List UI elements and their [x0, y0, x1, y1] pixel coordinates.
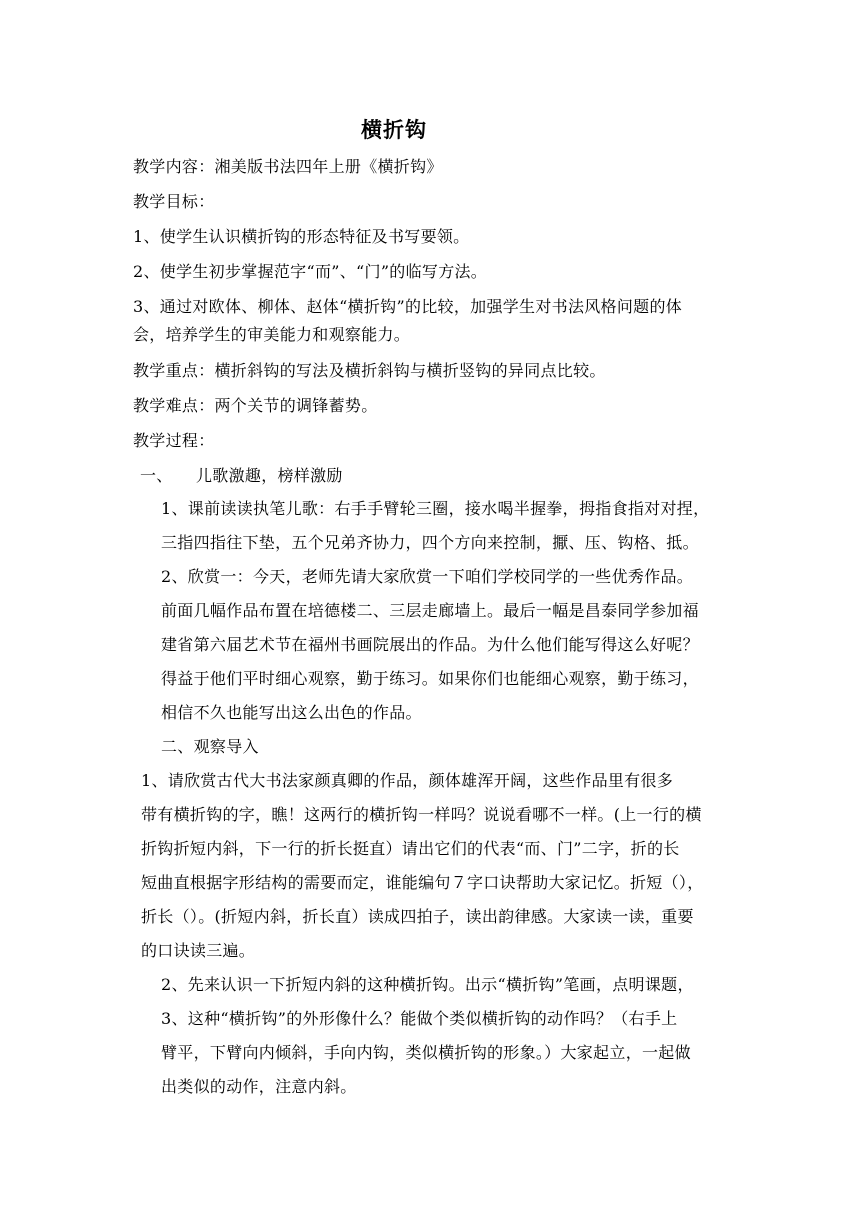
section-2-line: 2、先来认识一下折短内斜的这种横折钩。出示“横折钩”笔画，点明课题， — [161, 975, 694, 994]
section-1-heading — [140, 466, 343, 486]
section-2-line: 折钩折短内斜，下一行的折长挺直）请出它们的代表“而、门”二字，折的长 — [141, 839, 680, 858]
goal-item: 1、使学生认识横折钩的形态特征及书写要领。 — [133, 227, 470, 246]
teaching-content: 教学内容：湘美版书法四年上册《横折钩》 — [133, 157, 443, 176]
goal-item: 会，培养学生的审美能力和观察能力。 — [133, 325, 411, 344]
section-1-number: 一、 — [140, 466, 173, 485]
teaching-goals-label: 教学目标： — [133, 192, 215, 211]
section-1-line: 相信不久也能写出这么出色的作品。 — [161, 703, 422, 722]
difficulty: 教学难点：两个关节的调锋蓄势。 — [133, 396, 378, 415]
section-2-line: 的口诀读三遍。 — [141, 941, 256, 960]
section-1-line: 1、课前读读执笔儿歌：右手手臂轮三圈，接水喝半握拳，拇指食指对对捏， — [161, 499, 710, 518]
section-2-line: 折长（）。(折短内斜，折长直）读成四拍子，读出韵律感。大家读一读，重要 — [141, 907, 694, 926]
goal-item: 2、使学生初步掌握范字“而”、“门”的临写方法。 — [133, 262, 488, 281]
process-label: 教学过程： — [133, 431, 215, 450]
section-2-line: 3、这种“横折钩”的外形像什么？能做个类似横折钩的动作吗？（右手上 — [161, 1009, 678, 1028]
goal-item: 3、通过对欧体、柳体、赵体“横折钩”的比较，加强学生对书法风格问题的体 — [133, 297, 683, 316]
section-1-line: 建省第六届艺术节在福州书画院展出的作品。为什么他们能写得这么好呢？ — [161, 635, 699, 654]
page-title: 横折钩 — [361, 118, 427, 142]
section-1-title: 儿歌激趣，榜样激励 — [196, 466, 343, 485]
key-point: 教学重点：横折斜钩的写法及横折斜钩与横折竖钩的异同点比较。 — [133, 361, 606, 380]
section-2-heading: 二、观察导入 — [161, 737, 259, 756]
section-2-line: 带有横折钩的字，瞧！这两行的横折钩一样吗？说说看哪不一样。(上一行的横 — [141, 805, 702, 824]
section-1-line: 得益于他们平时细心观察，勤于练习。如果你们也能细心观察，勤于练习， — [161, 669, 699, 688]
section-2-line: 出类似的动作，注意内斜。 — [161, 1077, 357, 1096]
section-1-line: 三指四指往下垫，五个兄弟齐协力，四个方向来控制，擫、压、钩格、抵。 — [161, 533, 699, 552]
section-2-line: 短曲直根据字形结构的需要而定，谁能编句７字口诀帮助大家记忆。折短（）， — [141, 873, 704, 892]
section-2-line: 1、请欣赏古代大书法家颜真卿的作品，颜体雄浑开阔，这些作品里有很多 — [141, 771, 674, 790]
section-1-line: 前面几幅作品布置在培德楼二、三层走廊墙上。最后一幅是昌泰同学参加福 — [161, 601, 699, 620]
section-1-line: 2、欣赏一：今天，老师先请大家欣赏一下咱们学校同学的一些优秀作品。 — [161, 567, 694, 586]
section-2-line: 臂平，下臂向内倾斜，手向内钩，类似横折钩的形象。）大家起立，一起做 — [161, 1043, 691, 1062]
